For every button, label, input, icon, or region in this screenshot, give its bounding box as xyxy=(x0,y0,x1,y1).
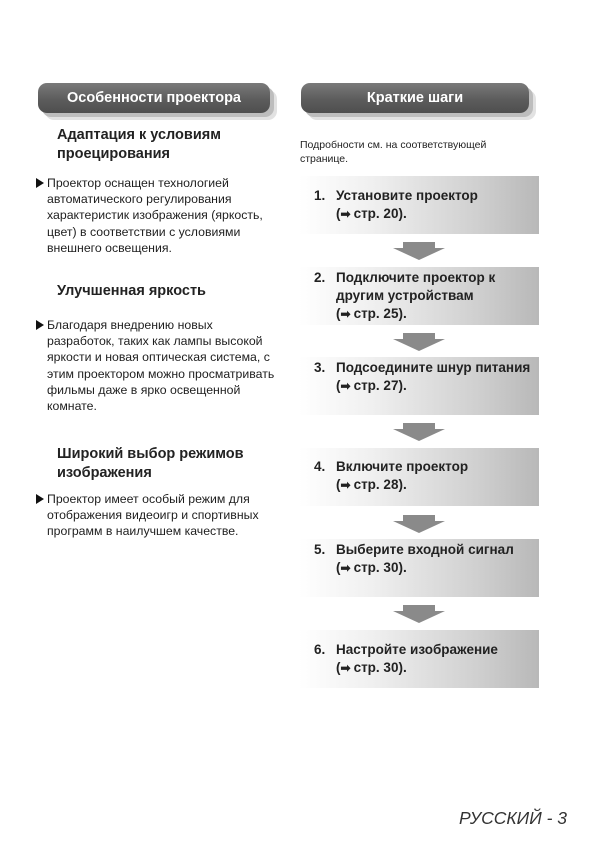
arrow-right-icon: ➡ xyxy=(340,379,351,393)
arrow-down-icon xyxy=(393,333,445,351)
step-title: Выберите входной сигнал xyxy=(336,542,514,557)
feature-2-bullet xyxy=(36,317,281,414)
feature-1-title: Адаптация к условиям проецирования xyxy=(57,127,221,162)
arrow-right-icon: ➡ xyxy=(340,478,351,492)
step-number: 5. xyxy=(314,542,326,557)
arrow-down-icon xyxy=(393,605,445,623)
feature-2-title: Улучшенная яркость xyxy=(57,283,206,299)
step-number: 3. xyxy=(314,360,326,375)
arrow-down-icon xyxy=(393,242,445,260)
step-1 xyxy=(299,176,539,234)
step-number: 1. xyxy=(314,188,326,203)
step-reference: (➡ стр. 27). xyxy=(336,378,407,393)
bullet-triangle-icon xyxy=(36,320,44,330)
feature-3-text: Проектор имеет особый режим для отображения видеоигр и спортивных программ в наилучшем качестве. xyxy=(47,492,259,539)
bullet-triangle-icon xyxy=(36,494,44,504)
step-number: 6. xyxy=(314,642,326,657)
step-2 xyxy=(299,267,539,325)
quick-steps-header xyxy=(301,83,529,113)
feature-3-heading xyxy=(38,445,283,485)
feature-2-text: Благодаря внедрению новых разработок, таких как лампы высокой яркости и новая оптическая система, с этим проектором можно просматривать фильмы даже в ярко освещенной комнате. xyxy=(47,318,275,414)
quick-steps-header-label: Краткие шаги xyxy=(366,90,464,106)
step-reference: (➡ стр. 25). xyxy=(336,306,407,321)
feature-3-title: Широкий выбор режимов изображения xyxy=(57,446,244,481)
page-footer: РУССКИЙ - 3 xyxy=(459,808,567,828)
step-reference: (➡ стр. 20). xyxy=(336,206,407,221)
feature-1-heading xyxy=(38,126,283,166)
step-number: 4. xyxy=(314,459,326,474)
feature-1-bullet xyxy=(36,175,281,256)
arrow-down-icon xyxy=(393,423,445,441)
arrow-right-icon: ➡ xyxy=(340,561,351,575)
arrow-down-icon xyxy=(393,515,445,533)
bullet-triangle-icon xyxy=(36,178,44,188)
step-reference: (➡ стр. 28). xyxy=(336,477,407,492)
step-5 xyxy=(299,539,539,597)
step-title: Подсоедините шнур питания xyxy=(336,360,531,375)
feature-2-heading xyxy=(38,274,283,306)
arrow-right-icon: ➡ xyxy=(340,207,351,221)
features-header-label: Особенности проектора xyxy=(67,90,241,106)
step-3 xyxy=(299,357,539,415)
steps-intro: Подробности см. на соответствующей странице. xyxy=(300,139,487,165)
step-title: Установите проектор xyxy=(336,188,478,203)
step-4 xyxy=(299,448,539,506)
arrow-right-icon: ➡ xyxy=(340,661,351,675)
arrow-right-icon: ➡ xyxy=(340,307,351,321)
step-6 xyxy=(299,630,539,688)
step-number: 2. xyxy=(314,270,326,285)
features-header xyxy=(38,83,270,113)
step-title: Подключите проектор к другим устройствам xyxy=(336,270,496,303)
step-title: Включите проектор xyxy=(336,459,469,474)
feature-1-text: Проектор оснащен технологией автоматического регулирования характеристик изображения (яркость, цвет) в соответствии с условиями внешнего освещения. xyxy=(47,176,263,255)
step-title: Настройте изображение xyxy=(336,642,498,657)
feature-3-bullet xyxy=(36,491,281,540)
step-reference: (➡ стр. 30). xyxy=(336,660,407,675)
step-reference: (➡ стр. 30). xyxy=(336,560,407,575)
